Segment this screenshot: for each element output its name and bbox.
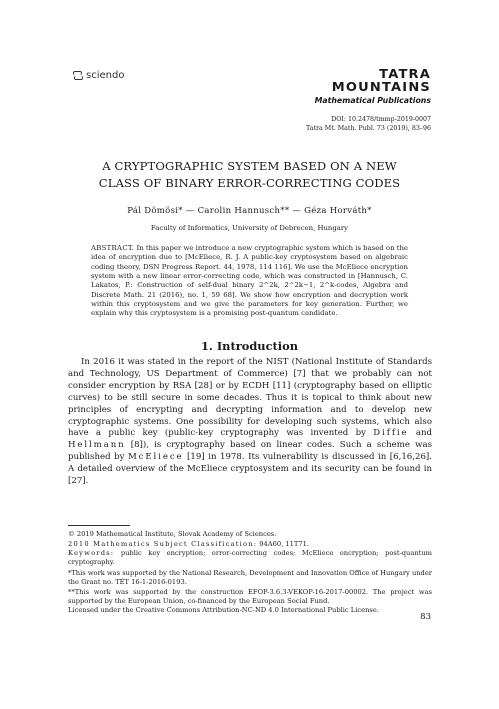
msc-label: 2010 Mathematics Subject Classification: (68, 540, 258, 548)
footnote-msc (68, 540, 432, 549)
citation: Tatra Mt. Math. Publ. 73 (2019), 83–96 (305, 124, 431, 132)
journal-logo (315, 68, 431, 105)
title-line-1: A CRYPTOGRAPHIC SYSTEM BASED ON A NEW (102, 159, 397, 173)
intro-paragraph (68, 357, 432, 488)
abstract-text: In this paper we introduce a new cryptographic system which is based on the idea of encryption due to [McEliece, R. J. A public-key cryptosystem based on algebraic coding theory, DSN Progress Report. 44, 1978, 114 116]. We use the McEliece encryption system with a new linear error-correcting code, which was constructed in [Hannusch, C. Lakatos, P.: Construction of self-dual binary 2^2k, 2^2k−1, 2^k-codes, Algebra and Discrete Math. 21 (2016), no. 1, 59 68]. We show how encryption and decryption work within this cryptosystem and we give the parameters for key generation. Further, we explain why this cryptosystem is a promising post-quantum candidate. (91, 244, 408, 318)
section-heading: 1. Introduction (201, 339, 298, 353)
article-meta (306, 116, 431, 133)
footnote-rule (68, 525, 130, 526)
msc-value: 94A60, 11T71. (259, 540, 310, 548)
journal-name-line2: MOUNTAINS (331, 80, 431, 95)
intro-and: and (415, 428, 433, 439)
intro-text-2: [8]), is cryptography based on linear codes. Such a scheme was published by (68, 440, 432, 463)
authors: Pál Dömösi* — Carolin Hannusch** — Géza Horváth* (127, 206, 372, 216)
author-hellmann: Hellmann (68, 440, 126, 451)
footnote-funding-1: *This work was supported by the National Research, Development and Innovation Office of Hungary under the Grant no. TÉT 16-1-2016-0193. (68, 569, 432, 587)
keywords-label: Keywords: (68, 549, 115, 557)
affiliation: Faculty of Informatics, University of Debrecen, Hungary (150, 224, 349, 232)
footnote-funding-2: **This work was supported by the construction EFOP-3.6.3-VEKOP-16-2017-00002. The project was supported by the European Union, co-financed by the European Social Fund. (68, 588, 432, 606)
abstract (91, 244, 408, 319)
author-diffie: Diffie (373, 428, 409, 439)
author-mceliece: McEliece (127, 452, 184, 463)
page-number: 83 (420, 612, 431, 622)
sciendo-logo-text: sciendo (86, 70, 125, 81)
footnote-license: Licensed under the Creative Commons Attribution-NC-ND 4.0 International Public License. (68, 606, 379, 614)
journal-subtitle: Mathematical Publications (314, 96, 431, 105)
title-line-2: CLASS OF BINARY ERROR-CORRECTING CODES (98, 175, 401, 190)
footnote-copyright: © 2019 Mathematical Institute, Slovak Academy of Sciences. (68, 530, 277, 538)
footnote-keywords (68, 549, 432, 568)
intro-text-3: [19] in 1978. Its vulnerability is discussed in [6,16,26]. A detailed overview of the McEliece cryptosystem and its security can be found in [27]. (68, 452, 433, 487)
abstract-label: ABSTRACT. (91, 244, 135, 252)
paper-title (0, 158, 499, 191)
intro-text-1: In 2016 it was stated in the report of the NIST (National Institute of Standards and Technology, US Department of Commerce) [7] that we probably can not consider encryption by RSA [28] or by ECDH [11] (cryptography based on elliptic curves) to be still secure in some decades. Thus it is topical to think about new principles of encrypting and decrypting information and to develop new cryptographic systems. One possibility for developing such systems, which also have a public key (public-key cryptography was invented by (68, 357, 432, 439)
doi: DOI: 10.2478/tmmp-2019-0007 (331, 116, 431, 123)
sciendo-logo-icon (73, 71, 82, 80)
journal-name-line1: TATRA (379, 67, 431, 82)
keywords-value: public key encryption; error-correcting codes; McEliece encryption; post-quantum cryptography. (68, 549, 432, 567)
sciendo-logo (73, 70, 124, 81)
